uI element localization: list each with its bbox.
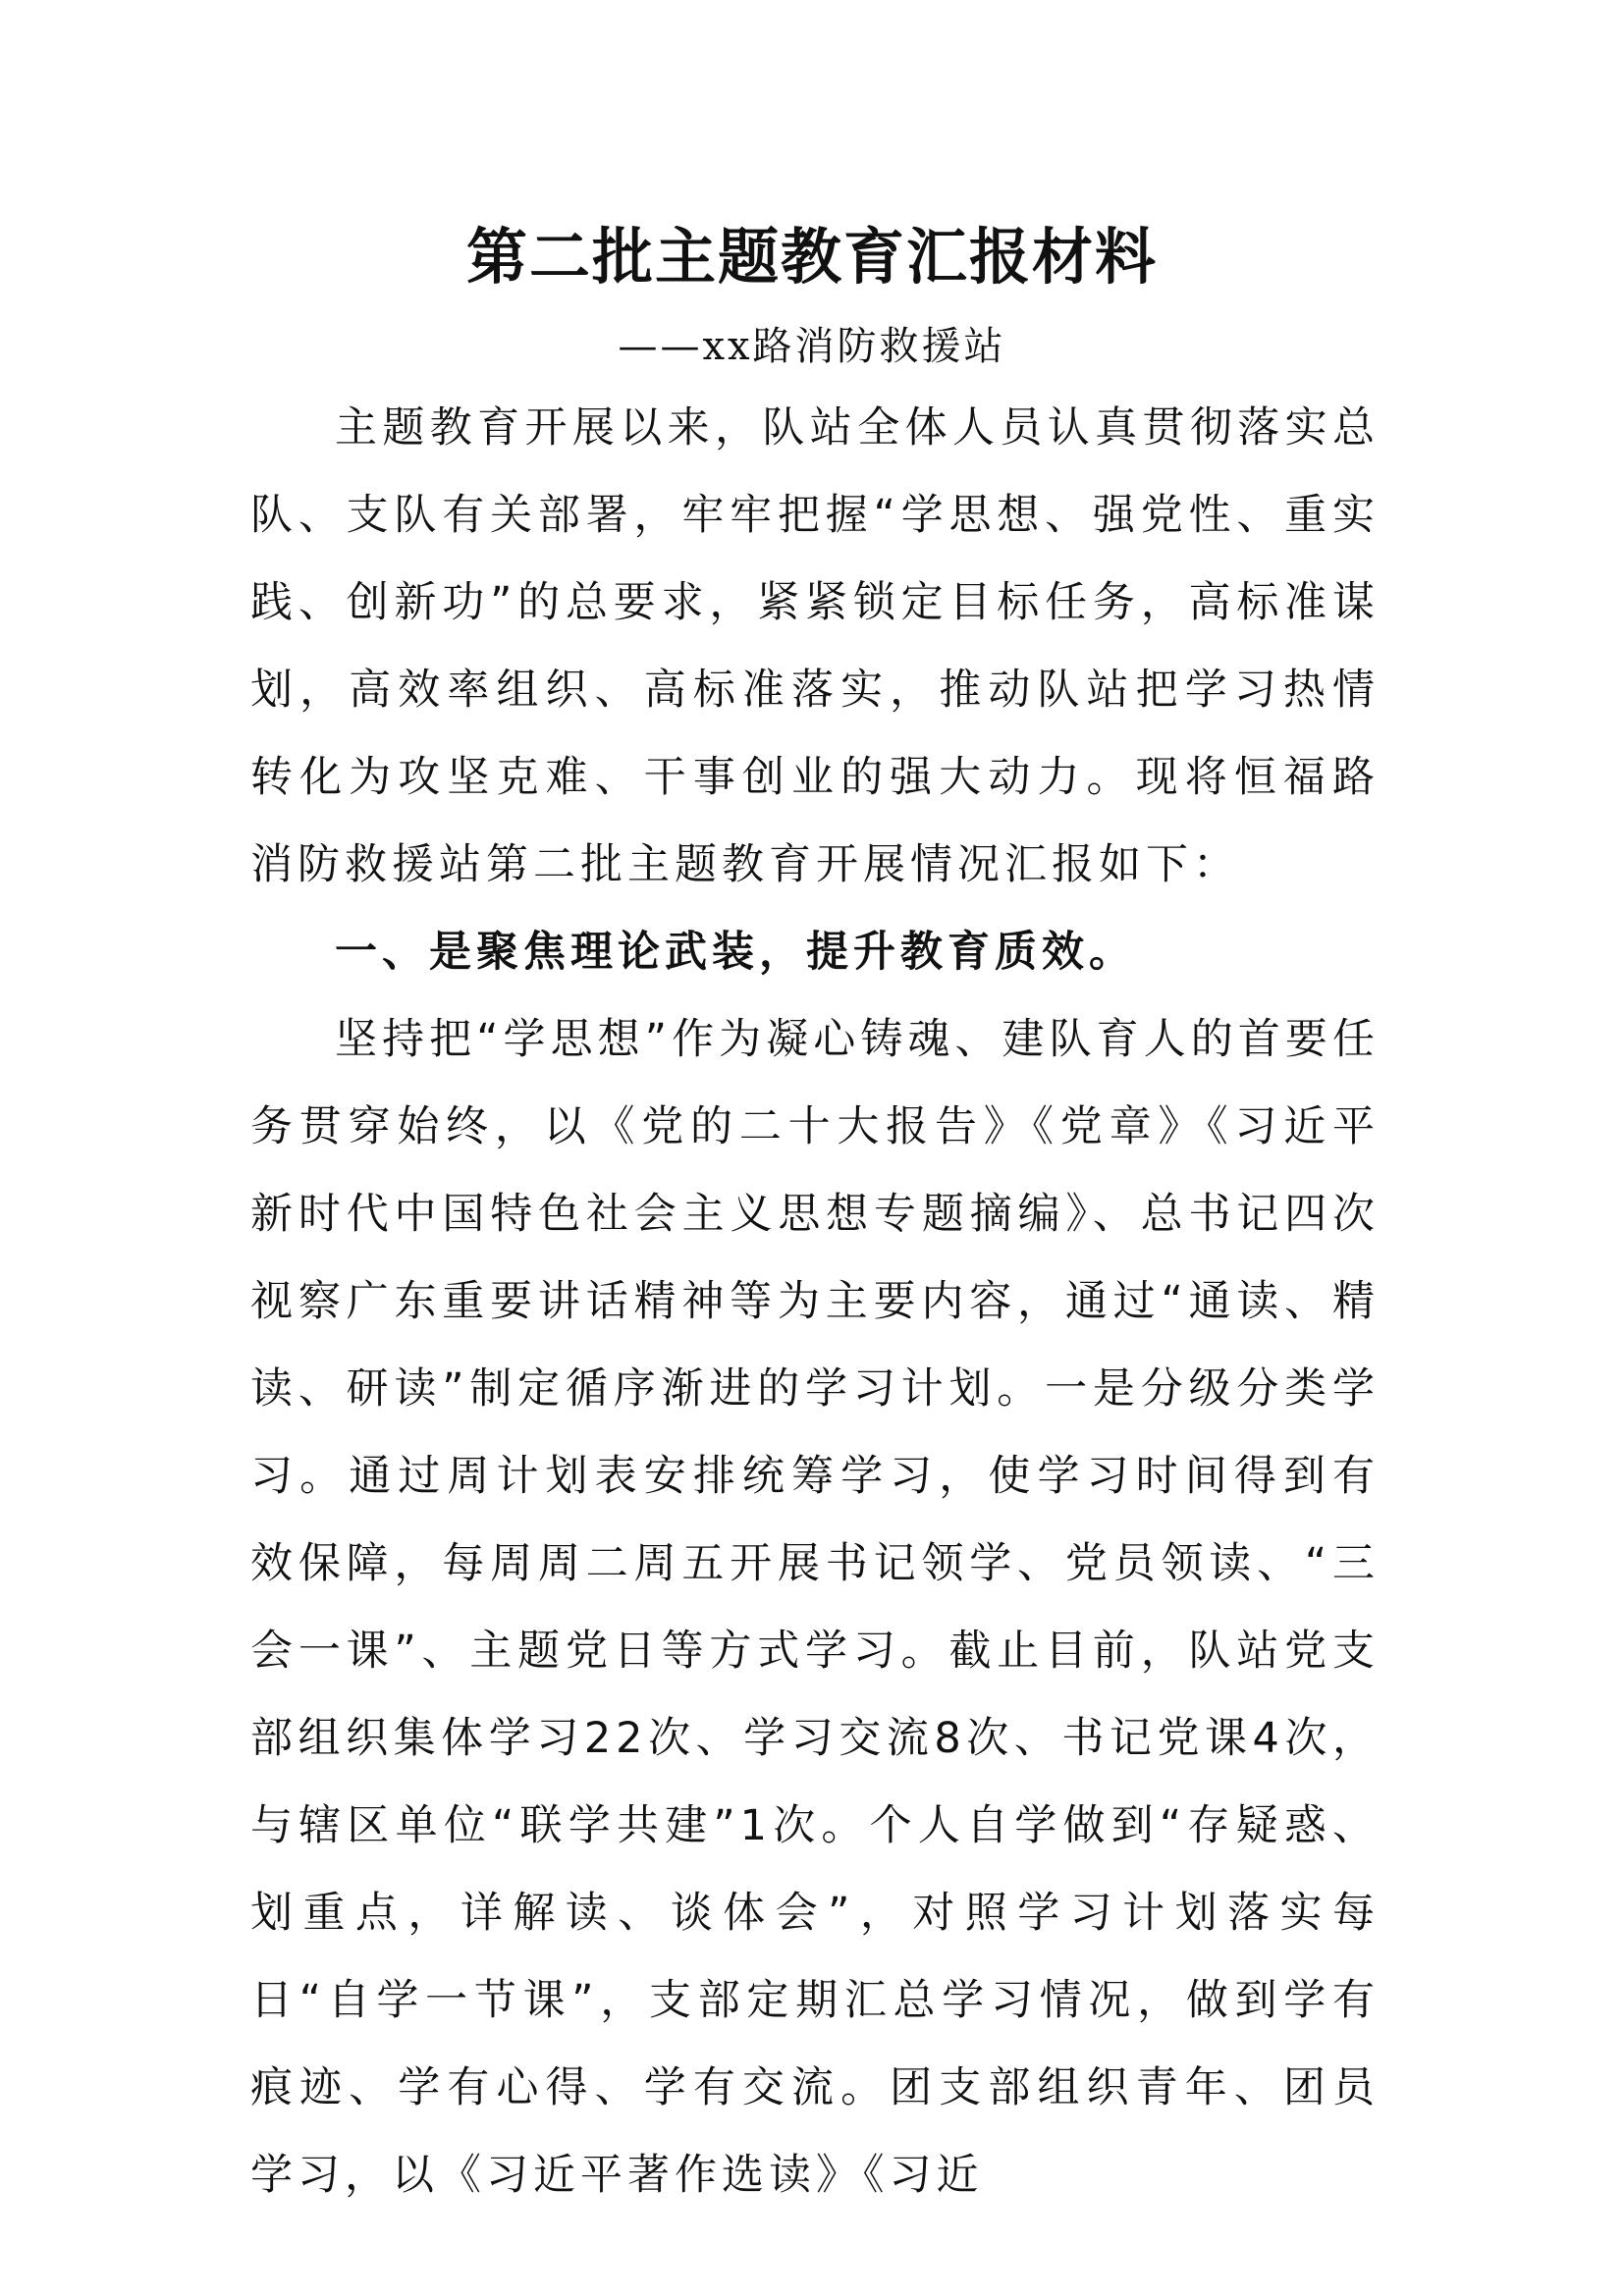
section-heading-1: 一、是聚焦理论武装，提升教育质效。 — [335, 928, 1136, 977]
document-body — [250, 385, 1380, 2219]
document-title: 第二批主题教育汇报材料 — [465, 221, 1158, 293]
document-subtitle: ——xx路消防救援站 — [618, 324, 1006, 369]
intro-paragraph: 主题教育开展以来，队站全体人员认真贯彻落实总队、支队有关部署，牢牢把握“学思想、强党性、重实践、创新功”的总要求，紧紧锁定目标任务，高标准谋划，高效率组织、高标准落实，推动队站把学习热情转化为攻坚克难、干事创业的强大动力。现将恒福路消防救援站第二批主题教育开展情况汇报如下： — [250, 403, 1380, 889]
section-1-paragraph: 坚持把“学思想”作为凝心铸魂、建队育人的首要任务贯穿始终，以《党的二十大报告》《党章》《习近平新时代中国特色社会主义思想专题摘编》、总书记四次视察广东重要讲话精神等为主要内容，通过“通读、精读、研读”制定循序渐进的学习计划。一是分级分类学习。通过周计划表安排统筹学习，使学习时间得到有效保障，每周周二周五开展书记领学、党员领读、“三会一课”、主题党日等方式学习。截止目前，队站党支部组织集体学习22次、学习交流8次、书记党课4次，与辖区单位“联学共建”1次。个人自学做到“存疑惑、划重点，详解读、谈体会”，对照学习计划落实每日“自学一节课”，支部定期汇总学习情况，做到学有痕迹、学有心得、学有交流。团支部组织青年、团员学习，以《习近平著作选读》《习近 — [250, 1015, 1380, 2200]
